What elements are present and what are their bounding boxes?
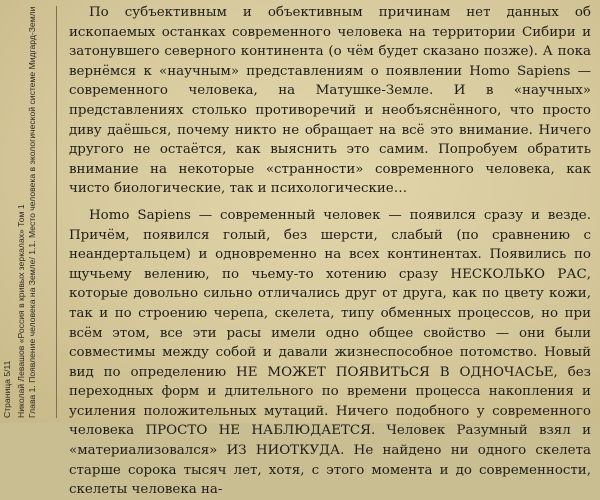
body-text (69, 3, 591, 498)
book-title: Николай Левашов «Россия в кривых зеркалах» Том 1 (16, 204, 26, 418)
page-number: Страница 5/11 (2, 360, 12, 418)
margin-note (2, 6, 60, 418)
paragraph-2: Homo Sapiens — современный человек — появился сразу и везде. Причём, появился голый, без шерсти, слабый (по сравнению с неандертальцем) и одновременно на всех континентах. Появились по щучьему велению, по чьему-то хотению сразу НЕСКОЛЬКО РАС, которые довольно сильно отличались друг от друга, как по цвету кожи, так и по строению черепа, скелета, типу обменных процессов, но при всём этом, все эти расы имели одно общее свойство — они были совместимы между собой и давали жизнеспособное потомство. Новый вид по определению НЕ МОЖЕТ ПОЯВИТЬСЯ В ОДНОЧАСЬЕ, без переходных форм и длительного по времени процесса накопления и усиления положительных мутаций. Ничего подобного у современного человека ПРОСТО НЕ НАБЛЮДАЕТСЯ. Человек Разумный взял и «материализовался» ИЗ НИОТКУДА. Не найдено ни одного скелета старше сорока тысяч лет, хотя, с этого момента и до современности, скелеты человека на- (69, 207, 591, 498)
margin-note-rotated (2, 6, 60, 418)
margin-divider (56, 6, 57, 418)
chapter-title: Глава 1. Появление человека на Земле/ 1.1. Место человека в экологической системе Мидгард-Земли (27, 6, 37, 418)
paragraph-1: По субъективным и объективным причинам нет данных об ископаемых останках современного человека на территории Сибири и затонувшего северного континента (о чём будет сказано позже). А пока вернёмся к «научным» представлениям о появлении Homo Sapiens — современного человека, на Матушке-Земле. И в «научных» представлениях столько противоречий и необъяснённого, что просто диву даёшься, почему никто не обращает на всё это внимание. Ничего другого не остаётся, как выяснить это самим. Попробуем обратить внимание на некоторые «странности» современного человека, как чисто биологические, так и психологические… (69, 5, 591, 197)
